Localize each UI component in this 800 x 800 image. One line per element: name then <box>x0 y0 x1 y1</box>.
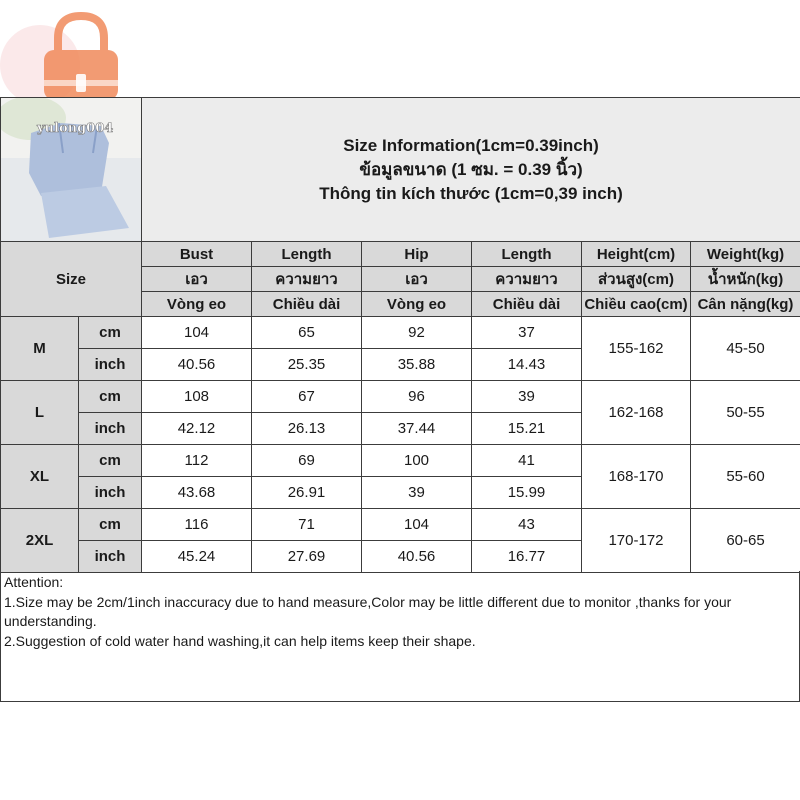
table-cell: 108 <box>142 381 252 413</box>
shopping-bag-icon <box>38 10 124 110</box>
table-cell: 39 <box>362 477 472 509</box>
table-cell: 39 <box>472 381 582 413</box>
col-header-en: Weight(kg) <box>691 242 800 267</box>
col-header-th: เอว <box>362 267 472 292</box>
col-header-vi: Chiều dài <box>252 292 362 317</box>
table-cell: 104 <box>142 317 252 349</box>
shop-logo <box>38 10 124 110</box>
table-row <box>1 381 800 413</box>
col-header-en: Length <box>252 242 362 267</box>
col-header-en: Hip <box>362 242 472 267</box>
table-cell: 69 <box>252 445 362 477</box>
note-item: 1.Size may be 2cm/1inch inaccuracy due to hand measure,Color may be little different due to monitor ,thanks for your understanding. <box>4 593 732 629</box>
table-cell: 67 <box>252 381 362 413</box>
table-cell: 16.77 <box>472 541 582 573</box>
table-cell: 41 <box>472 445 582 477</box>
height-range: 168-170 <box>582 445 691 509</box>
table-row <box>1 317 800 349</box>
height-range: 170-172 <box>582 509 691 573</box>
unit-label: cm <box>79 509 142 541</box>
unit-label: inch <box>79 349 142 381</box>
weight-range: 45-50 <box>691 317 800 381</box>
weight-range: 60-65 <box>691 509 800 573</box>
col-header-vi: Chiều dài <box>472 292 582 317</box>
table-cell: 26.13 <box>252 413 362 445</box>
table-cell: 35.88 <box>362 349 472 381</box>
table-cell: 25.35 <box>252 349 362 381</box>
col-header-vi: Vòng eo <box>362 292 472 317</box>
col-header-en: Bust <box>142 242 252 267</box>
size-name: 2XL <box>1 509 79 573</box>
table-cell: 45.24 <box>142 541 252 573</box>
table-cell: 100 <box>362 445 472 477</box>
table-row <box>1 509 800 541</box>
unit-label: cm <box>79 445 142 477</box>
table-cell: 42.12 <box>142 413 252 445</box>
table-cell: 112 <box>142 445 252 477</box>
title-english: Size Information(1cm=0.39inch) <box>343 135 599 155</box>
table-cell: 96 <box>362 381 472 413</box>
col-header-th: ความยาว <box>472 267 582 292</box>
col-header-th: เอว <box>142 267 252 292</box>
col-header-vi: Cân nặng(kg) <box>691 292 800 317</box>
weight-range: 50-55 <box>691 381 800 445</box>
unit-label: inch <box>79 413 142 445</box>
table-cell: 26.91 <box>252 477 362 509</box>
title-thai: ข้อมูลขนาด (1 ซม. = 0.39 นิ้ว) <box>359 159 583 179</box>
size-table <box>0 97 800 573</box>
height-range: 155-162 <box>582 317 691 381</box>
notes-heading: Attention: <box>4 574 64 590</box>
col-header-th: ส่วนสูง(cm) <box>582 267 691 292</box>
table-row <box>1 445 800 477</box>
col-header-th: ความยาว <box>252 267 362 292</box>
size-name: XL <box>1 445 79 509</box>
attention-notes <box>0 571 800 702</box>
table-cell: 104 <box>362 509 472 541</box>
unit-label: cm <box>79 317 142 349</box>
table-cell: 40.56 <box>142 349 252 381</box>
table-cell: 37 <box>472 317 582 349</box>
size-chart <box>0 97 800 573</box>
table-cell: 15.99 <box>472 477 582 509</box>
col-header-vi: Chiều cao(cm) <box>582 292 691 317</box>
size-header: Size <box>1 242 142 317</box>
unit-label: cm <box>79 381 142 413</box>
product-image <box>1 98 142 241</box>
col-header-vi: Vòng eo <box>142 292 252 317</box>
table-cell: 116 <box>142 509 252 541</box>
table-cell: 71 <box>252 509 362 541</box>
table-cell: 43.68 <box>142 477 252 509</box>
height-range: 162-168 <box>582 381 691 445</box>
title-block <box>142 98 800 242</box>
product-photo <box>1 98 142 242</box>
table-cell: 40.56 <box>362 541 472 573</box>
table-cell: 43 <box>472 509 582 541</box>
table-cell: 65 <box>252 317 362 349</box>
watermark-text: yulong004 <box>37 121 114 136</box>
col-header-en: Height(cm) <box>582 242 691 267</box>
unit-label: inch <box>79 541 142 573</box>
col-header-th: น้ำหนัก(kg) <box>691 267 800 292</box>
table-cell: 27.69 <box>252 541 362 573</box>
unit-label: inch <box>79 477 142 509</box>
title-vietnamese: Thông tin kích thước (1cm=0,39 inch) <box>319 183 623 203</box>
col-header-en: Length <box>472 242 582 267</box>
size-name: M <box>1 317 79 381</box>
size-name: L <box>1 381 79 445</box>
table-cell: 92 <box>362 317 472 349</box>
table-cell: 37.44 <box>362 413 472 445</box>
table-cell: 14.43 <box>472 349 582 381</box>
note-item: 2.Suggestion of cold water hand washing,it can help items keep their shape. <box>4 632 476 649</box>
weight-range: 55-60 <box>691 445 800 509</box>
table-cell: 15.21 <box>472 413 582 445</box>
